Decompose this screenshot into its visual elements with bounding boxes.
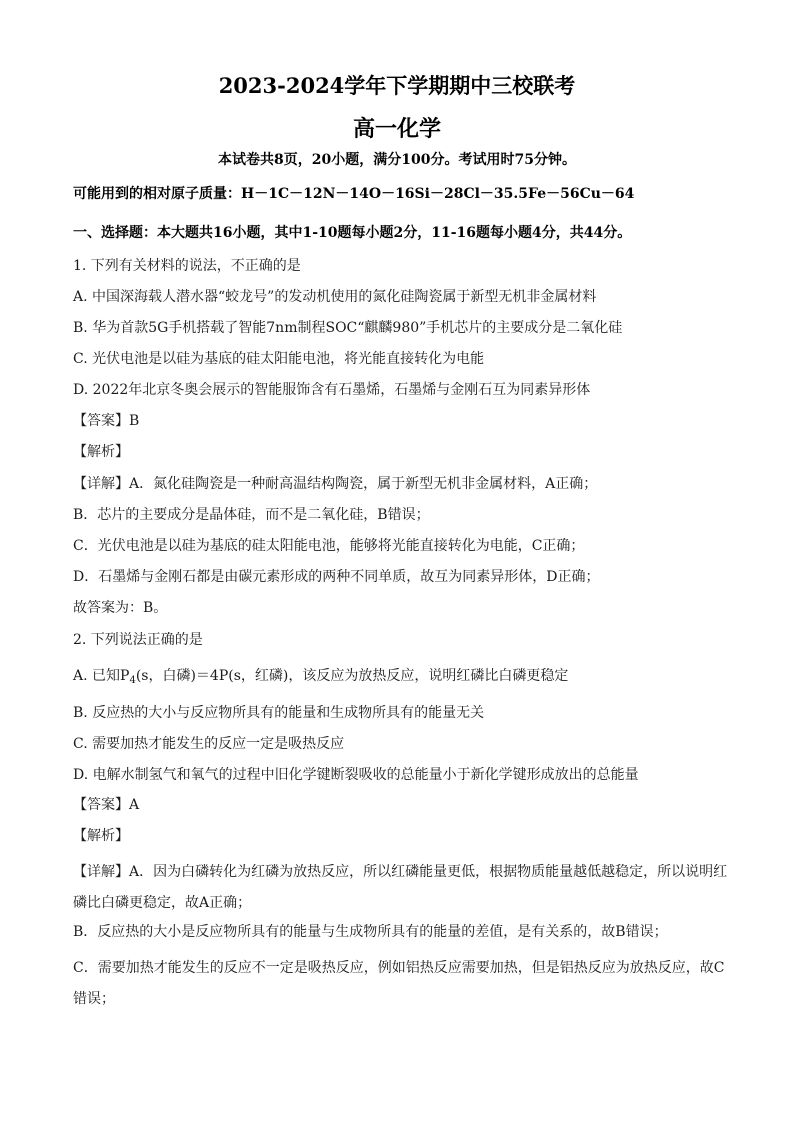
q2-option-c: C. 需要加热才能发生的反应一定是吸热反应: [73, 736, 345, 752]
q2-detail-c: C．需要加热才能发生的反应不一定是吸热反应，例如铝热反应需要加热，但是铝热反应为放热反应，故C错误；: [73, 960, 725, 1007]
q2-option-a-pre: A. 已知P: [73, 668, 130, 684]
q1-option-c: C. 光伏电池是以硅为基底的硅太阳能电池，将光能直接转化为电能: [73, 351, 485, 367]
q1-stem: 1. 下列有关材料的说法，不正确的是: [73, 258, 301, 274]
q1-option-b: B. 华为首款5G手机搭载了智能7nm制程SOC“麒麟980”手机芯片的主要成分是二氧化硅: [73, 320, 623, 336]
q1-answer: 【答案】B: [73, 413, 140, 429]
q2-option-b: B. 反应热的大小与反应物所具有的能量和生成物所具有的能量无关: [73, 705, 485, 721]
q2-detail-a: 【详解】A．因为白磷转化为红磷为放热反应，所以红磷能量更低，根据物质能量越低越稳定，所以说明红磷比白磷更稳定，故A正确；: [73, 864, 728, 911]
section-heading: 一、选择题：本大题共16小题，其中1-10题每小题2分，11-16题每小题4分，共44分。: [73, 225, 632, 241]
q2-stem: 2. 下列说法正确的是: [73, 632, 203, 648]
q1-analysis-label: 【解析】: [73, 444, 129, 460]
q1-detail-b: B．芯片的主要成分是晶体硅，而不是二氧化硅，B错误；: [73, 507, 430, 523]
q2-option-d: D. 电解水制氢气和氧气的过程中旧化学键断裂吸收的总能量小于新化学键形成放出的总能量: [73, 767, 639, 783]
q1-detail-a: 【详解】A．氮化硅陶瓷是一种耐高温结构陶瓷，属于新型无机非金属材料，A正确；: [73, 476, 598, 492]
q1-detail-c: C．光伏电池是以硅为基底的硅太阳能电池，能够将光能直接转化为电能，C正确；: [73, 538, 585, 554]
subject-title: 高一化学: [352, 116, 441, 142]
q1-detail-d: D．石墨烯与金刚石都是由碳元素形成的两种不同单质，故互为同素异形体，D正确；: [73, 569, 600, 585]
q1-option-a: A. 中国深海载人潜水器“蛟龙号”的发动机使用的氮化硅陶瓷属于新型无机非金属材料: [73, 289, 597, 305]
q2-analysis-label: 【解析】: [73, 828, 129, 844]
q1-conclusion: 故答案为：B。: [73, 600, 168, 616]
q1-option-d: D. 2022年北京冬奥会展示的智能服饰含有石墨烯，石墨烯与金刚石互为同素异形体: [73, 382, 591, 398]
exam-info: 本试卷共8页，20小题，满分100分。考试用时75分钟。: [218, 152, 576, 168]
exam-title: 2023-2024学年下学期期中三校联考: [218, 73, 576, 98]
q2-detail-b: B．反应热的大小是反应物所具有的能量与生成物所具有的能量的差值，是有关系的，故B错误；: [73, 924, 668, 940]
q2-option-a: [73, 666, 734, 686]
atomic-mass-line: 可能用到的相对原子质量：H－1C－12N－14O－16Si－28Cl－35.5Fe－56Cu－64: [73, 186, 635, 202]
q2-option-a-subscript: 4: [129, 675, 136, 686]
q2-answer: 【答案】A: [73, 797, 140, 813]
q2-option-a-post: (s，白磷)＝4P(s，红磷)，该反应为放热反应，说明红磷比白磷更稳定: [135, 668, 569, 684]
